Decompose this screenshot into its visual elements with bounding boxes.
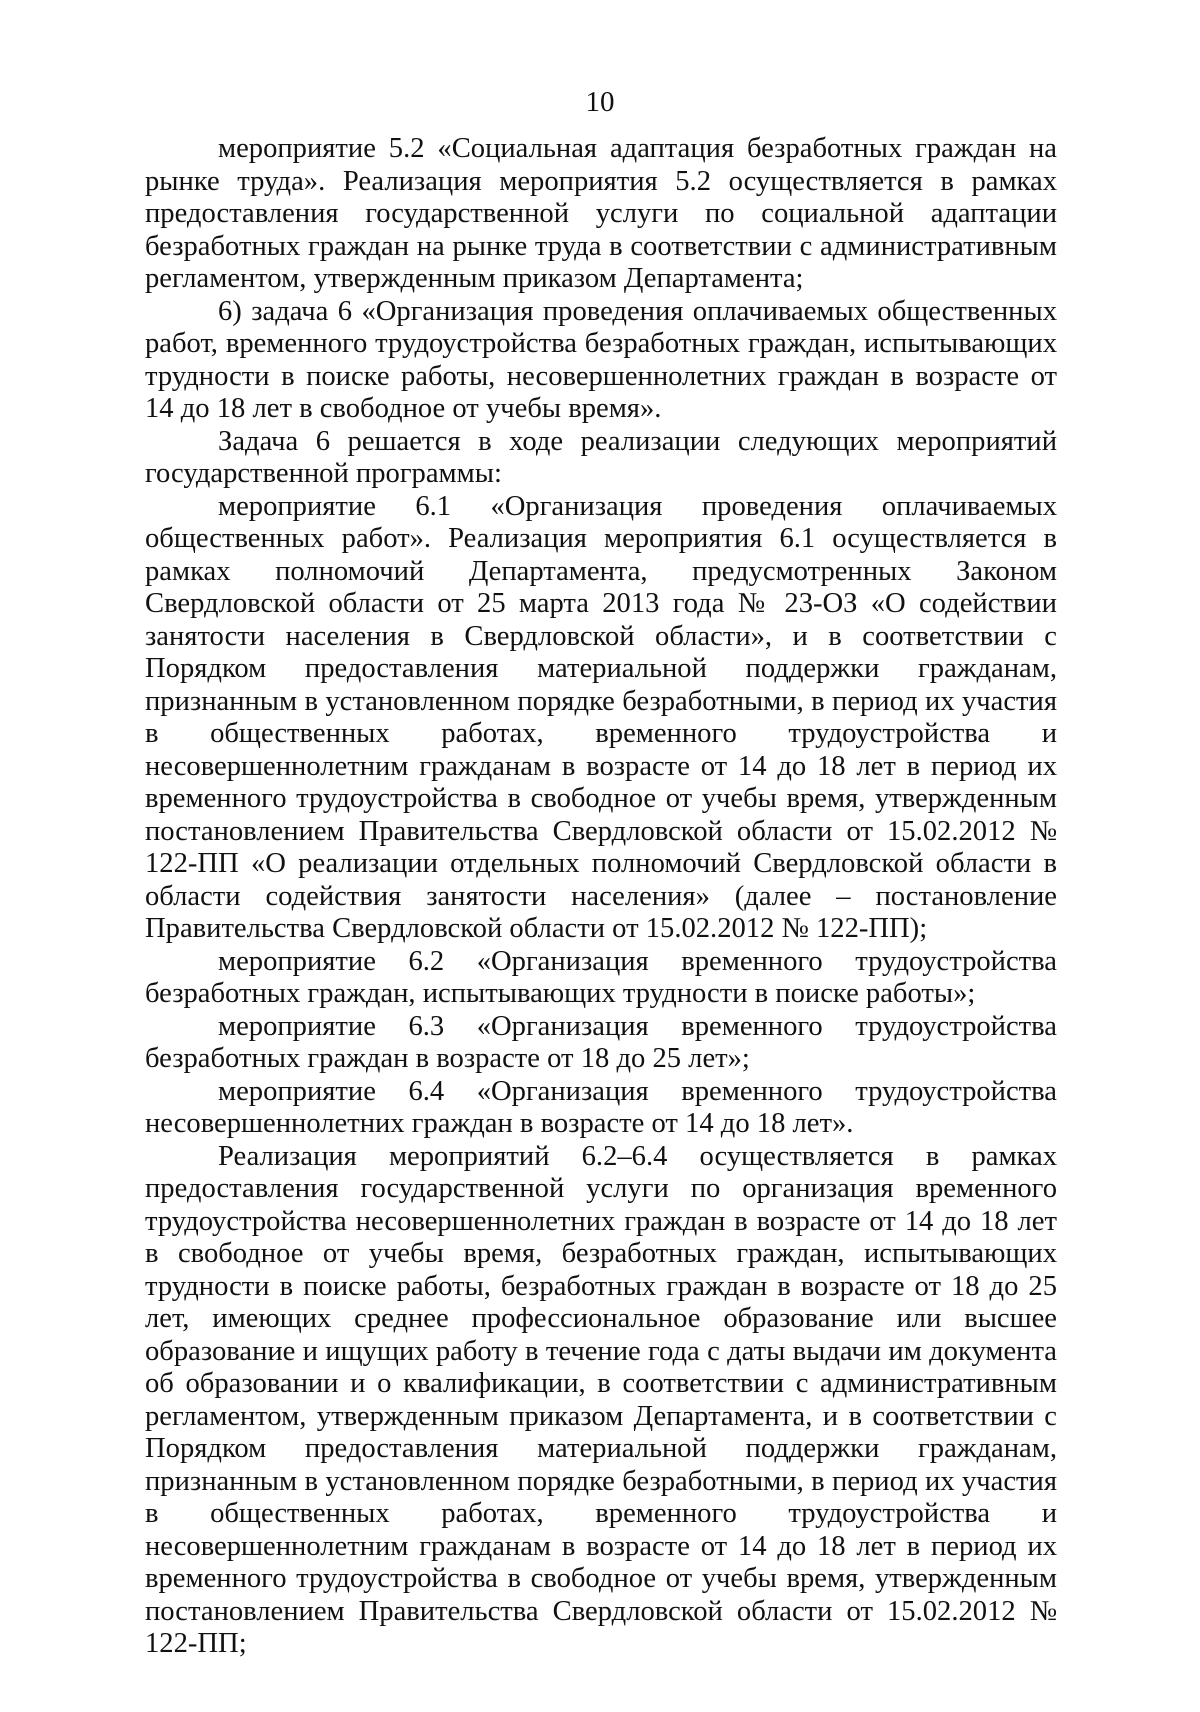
paragraph-measure-6-1: мероприятие 6.1 «Организация проведения оплачиваемых общественных работ». Реализация мероприятия 6.1 осуществляется в рамках полномочий Департамента, предусмотренных Законом Свердловской области от 25 марта 2013 года № 23-ОЗ «О содействии занятости населения в Свердловской области», и в соответствии с Порядком предоставления материальной поддержки гражданам, признанным в установленном порядке безработными, в период их участия в общественных работах, временного трудоустройства и несовершеннолетним гражданам в возрасте от 14 до 18 лет в период их временного трудоустройства в свободное от учебы время, утвержденным постановлением Правительства Свердловской области от 15.02.2012 № 122-ПП «О реализации отдельных полномочий Свердловской области в области содействия занятости населения» (далее – постановление Правительства Свердловской области от 15.02.2012 № 122-ПП);	[145, 490, 1057, 944]
paragraph-task-6: 6) задача 6 «Организация проведения оплачиваемых общественных работ, временного трудоустройства безработных граждан, испытывающих трудности в поиске работы, несовершеннолетних граждан в возрасте от 14 до 18 лет в свободное от учебы время».	[145, 295, 1057, 424]
paragraph-task-6-intro: Задача 6 решается в ходе реализации следующих мероприятий государственной программы:	[145, 425, 1057, 489]
page-number: 10	[585, 86, 615, 118]
paragraph-measure-5-2: мероприятие 5.2 «Социальная адаптация безработных граждан на рынке труда». Реализация мероприятия 5.2 осуществляется в рамках предоставления государственной услуги по социальной адаптации безработных граждан на рынке труда в соответствии с административным регламентом, утвержденным приказом Департамента;	[145, 133, 1057, 294]
paragraph-measure-6-2: мероприятие 6.2 «Организация временного трудоустройства безработных граждан, испытывающих трудности в поиске работы»;	[145, 945, 1057, 1009]
document-body	[145, 133, 1057, 1661]
paragraph-measure-6-4: мероприятие 6.4 «Организация временного трудоустройства несовершеннолетних граждан в возрасте от 14 до 18 лет».	[145, 1075, 1057, 1139]
paragraph-measures-6-2-6-4-implementation: Реализация мероприятий 6.2–6.4 осуществляется в рамках предоставления государственной услуги по организация временного трудоустройства несовершеннолетних граждан в возрасте от 14 до 18 лет в свободное от учебы время, безработных граждан, испытывающих трудности в поиске работы, безработных граждан в возрасте от 18 до 25 лет, имеющих среднее профессиональное образование или высшее образование и ищущих работу в течение года с даты выдачи им документа об образовании и о квалификации, в соответствии с административным регламентом, утвержденным приказом Департамента, и в соответствии с Порядком предоставления материальной поддержки гражданам, признанным в установленном порядке безработными, в период их участия в общественных работах, временного трудоустройства и несовершеннолетним гражданам в возрасте от 14 до 18 лет в период их временного трудоустройства в свободное от учебы время, утвержденным постановлением Правительства Свердловской области от 15.02.2012 № 122-ПП;	[145, 1140, 1057, 1659]
paragraph-measure-6-3: мероприятие 6.3 «Организация временного трудоустройства безработных граждан в возрасте от 18 до 25 лет»;	[145, 1010, 1057, 1074]
